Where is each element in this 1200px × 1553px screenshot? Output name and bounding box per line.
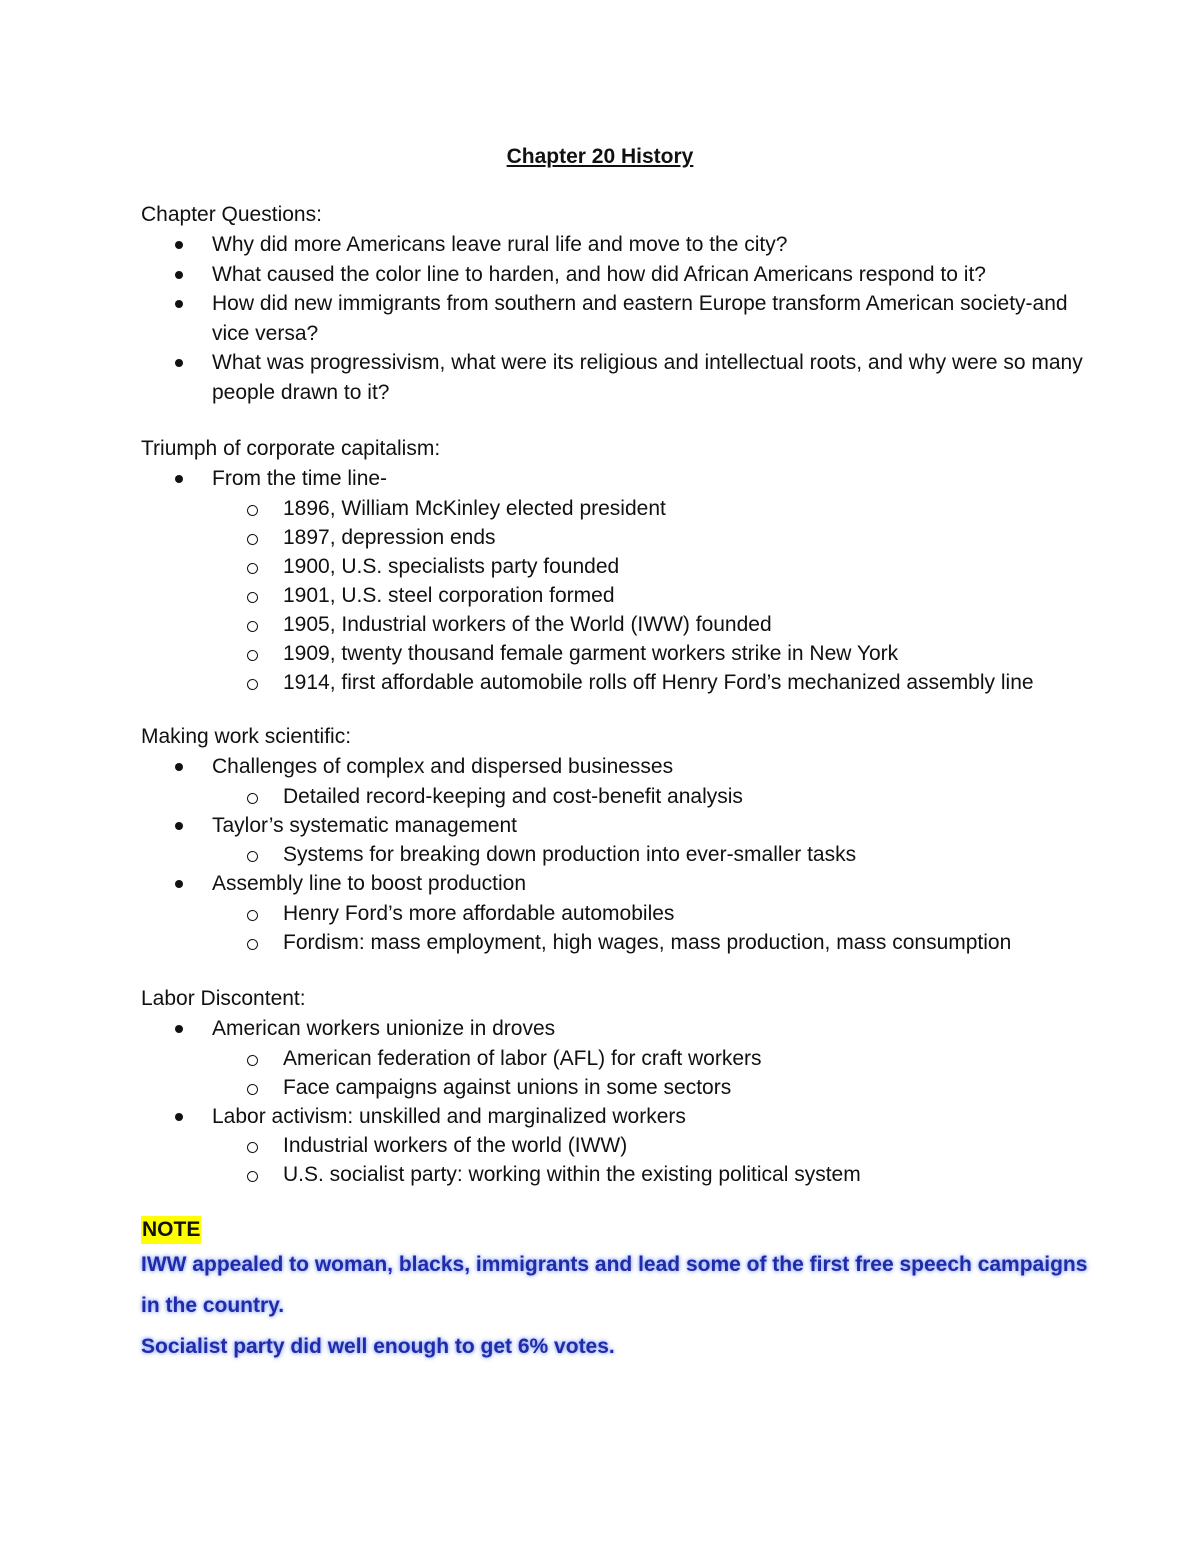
section-heading: Making work scientific: xyxy=(141,725,352,748)
bullet-icon xyxy=(175,763,183,771)
sub-list-item-text: Face campaigns against unions in some sectors xyxy=(283,1075,732,1099)
sub-list-item-text: 1914, first affordable automobile rolls off Henry Ford’s mechanized assembly line xyxy=(283,670,1034,694)
bullet-icon xyxy=(175,822,183,830)
sub-list-item xyxy=(141,1131,1101,1160)
list-item-text: Why did more Americans leave rural life and move to the city? xyxy=(212,233,788,256)
section xyxy=(141,722,1101,957)
note-line: Socialist party did well enough to get 6% votes. xyxy=(141,1335,615,1358)
sub-list-item-text: Industrial workers of the world (IWW) xyxy=(283,1134,628,1157)
bullet-icon xyxy=(175,880,183,888)
circle-bullet-icon xyxy=(247,563,258,574)
sub-list-item xyxy=(141,494,1101,523)
section xyxy=(141,984,1101,1189)
sub-list-item-text: 1905, Industrial workers of the World (IWW) founded xyxy=(283,612,772,636)
sub-list-item xyxy=(141,1073,1101,1102)
circle-bullet-icon xyxy=(247,1055,258,1066)
circle-bullet-icon xyxy=(247,1142,258,1153)
sub-list-item xyxy=(141,1044,1101,1073)
note-lines xyxy=(141,1244,1101,1367)
section-heading: Chapter Questions: xyxy=(141,203,322,226)
list-item xyxy=(141,348,1101,407)
list-item-text: Taylor’s systematic management xyxy=(212,813,518,837)
bullet-icon xyxy=(175,271,183,279)
sub-list-item xyxy=(141,782,1101,811)
sub-list-item-text: 1901, U.S. steel corporation formed xyxy=(283,583,615,607)
sub-list-item-text: 1897, depression ends xyxy=(283,525,496,549)
sub-list-item xyxy=(141,523,1101,552)
circle-bullet-icon xyxy=(247,621,258,632)
list-item-text: American workers unionize in droves xyxy=(212,1017,556,1040)
sub-list xyxy=(212,1131,1101,1189)
list-item xyxy=(141,1102,1101,1190)
sub-list-item xyxy=(141,639,1101,668)
note-line: in the country. xyxy=(141,1294,285,1317)
circle-bullet-icon xyxy=(247,910,258,921)
list-item-text: Challenges of complex and dispersed businesses xyxy=(212,755,674,778)
sub-list-item-text: 1900, U.S. specialists party founded xyxy=(283,554,620,578)
page-title: Chapter 20 History xyxy=(506,145,694,168)
list-item xyxy=(141,289,1101,348)
circle-bullet-icon xyxy=(247,592,258,603)
section xyxy=(141,434,1101,697)
section-heading: Triumph of corporate capitalism: xyxy=(141,437,441,460)
note-block xyxy=(141,1216,1101,1367)
circle-bullet-icon xyxy=(247,1171,258,1182)
list-item xyxy=(141,752,1101,811)
sub-list xyxy=(212,840,1101,869)
sub-list-item xyxy=(141,552,1101,581)
sub-list-item-text: Fordism: mass employment, high wages, mass production, mass consumption xyxy=(283,930,1012,954)
sub-list-item-text: Henry Ford’s more affordable automobiles xyxy=(283,901,675,925)
list-item xyxy=(141,811,1101,870)
note-label: NOTE xyxy=(141,1216,201,1244)
list-item-text: What was progressivism, what were its religious and intellectual roots, and why were so many people drawn to it? xyxy=(212,351,1083,404)
circle-bullet-icon xyxy=(247,534,258,545)
bullet-icon xyxy=(175,1113,183,1121)
sub-list-item-text: Detailed record-keeping and cost-benefit analysis xyxy=(283,784,743,808)
bullet-list xyxy=(141,230,1101,407)
circle-bullet-icon xyxy=(247,679,258,690)
sub-list-item-text: American federation of labor (AFL) for craft workers xyxy=(283,1046,762,1070)
list-item-text: From the time line- xyxy=(212,467,388,490)
sub-list-item xyxy=(141,928,1101,957)
list-item xyxy=(141,869,1101,957)
bullet-icon xyxy=(175,1025,183,1033)
bullet-list xyxy=(141,464,1101,697)
circle-bullet-icon xyxy=(247,851,258,862)
section xyxy=(141,200,1101,407)
sub-list-item xyxy=(141,840,1101,869)
sub-list-item-text: 1896, William McKinley elected president xyxy=(283,496,666,520)
sub-list-item-text: Systems for breaking down production into ever-smaller tasks xyxy=(283,843,857,866)
list-item xyxy=(141,230,1101,260)
list-item-text: Assembly line to boost production xyxy=(212,872,527,895)
bullet-list xyxy=(141,1014,1101,1189)
list-item-text: How did new immigrants from southern and eastern Europe transform American society-and vice versa? xyxy=(212,292,1068,345)
circle-bullet-icon xyxy=(247,1084,258,1095)
circle-bullet-icon xyxy=(247,505,258,516)
bullet-icon xyxy=(175,300,183,308)
list-item xyxy=(141,464,1101,697)
list-item-text: What caused the color line to harden, and how did African Americans respond to it? xyxy=(212,262,986,286)
sub-list-item-text: U.S. socialist party: working within the existing political system xyxy=(283,1163,861,1186)
sub-list xyxy=(212,899,1101,957)
sub-list-item-text: 1909, twenty thousand female garment workers strike in New York xyxy=(283,641,899,665)
circle-bullet-icon xyxy=(247,939,258,950)
list-item-text: Labor activism: unskilled and marginalized workers xyxy=(212,1104,686,1128)
bullet-icon xyxy=(175,359,183,367)
section-heading: Labor Discontent: xyxy=(141,987,306,1010)
sub-list-item xyxy=(141,668,1101,697)
bullet-icon xyxy=(175,241,183,249)
sub-list-item xyxy=(141,1160,1101,1189)
sub-list-item xyxy=(141,899,1101,928)
circle-bullet-icon xyxy=(247,650,258,661)
list-item xyxy=(141,260,1101,290)
note-line: IWW appealed to woman, blacks, immigrants and lead some of the first free speech campaigns xyxy=(141,1253,1088,1276)
bullet-list xyxy=(141,752,1101,957)
sub-list-item xyxy=(141,610,1101,639)
sub-list xyxy=(212,494,1101,697)
sub-list xyxy=(212,782,1101,811)
list-item xyxy=(141,1014,1101,1102)
bullet-icon xyxy=(175,475,183,483)
sub-list xyxy=(212,1044,1101,1102)
circle-bullet-icon xyxy=(247,793,258,804)
sub-list-item xyxy=(141,581,1101,610)
